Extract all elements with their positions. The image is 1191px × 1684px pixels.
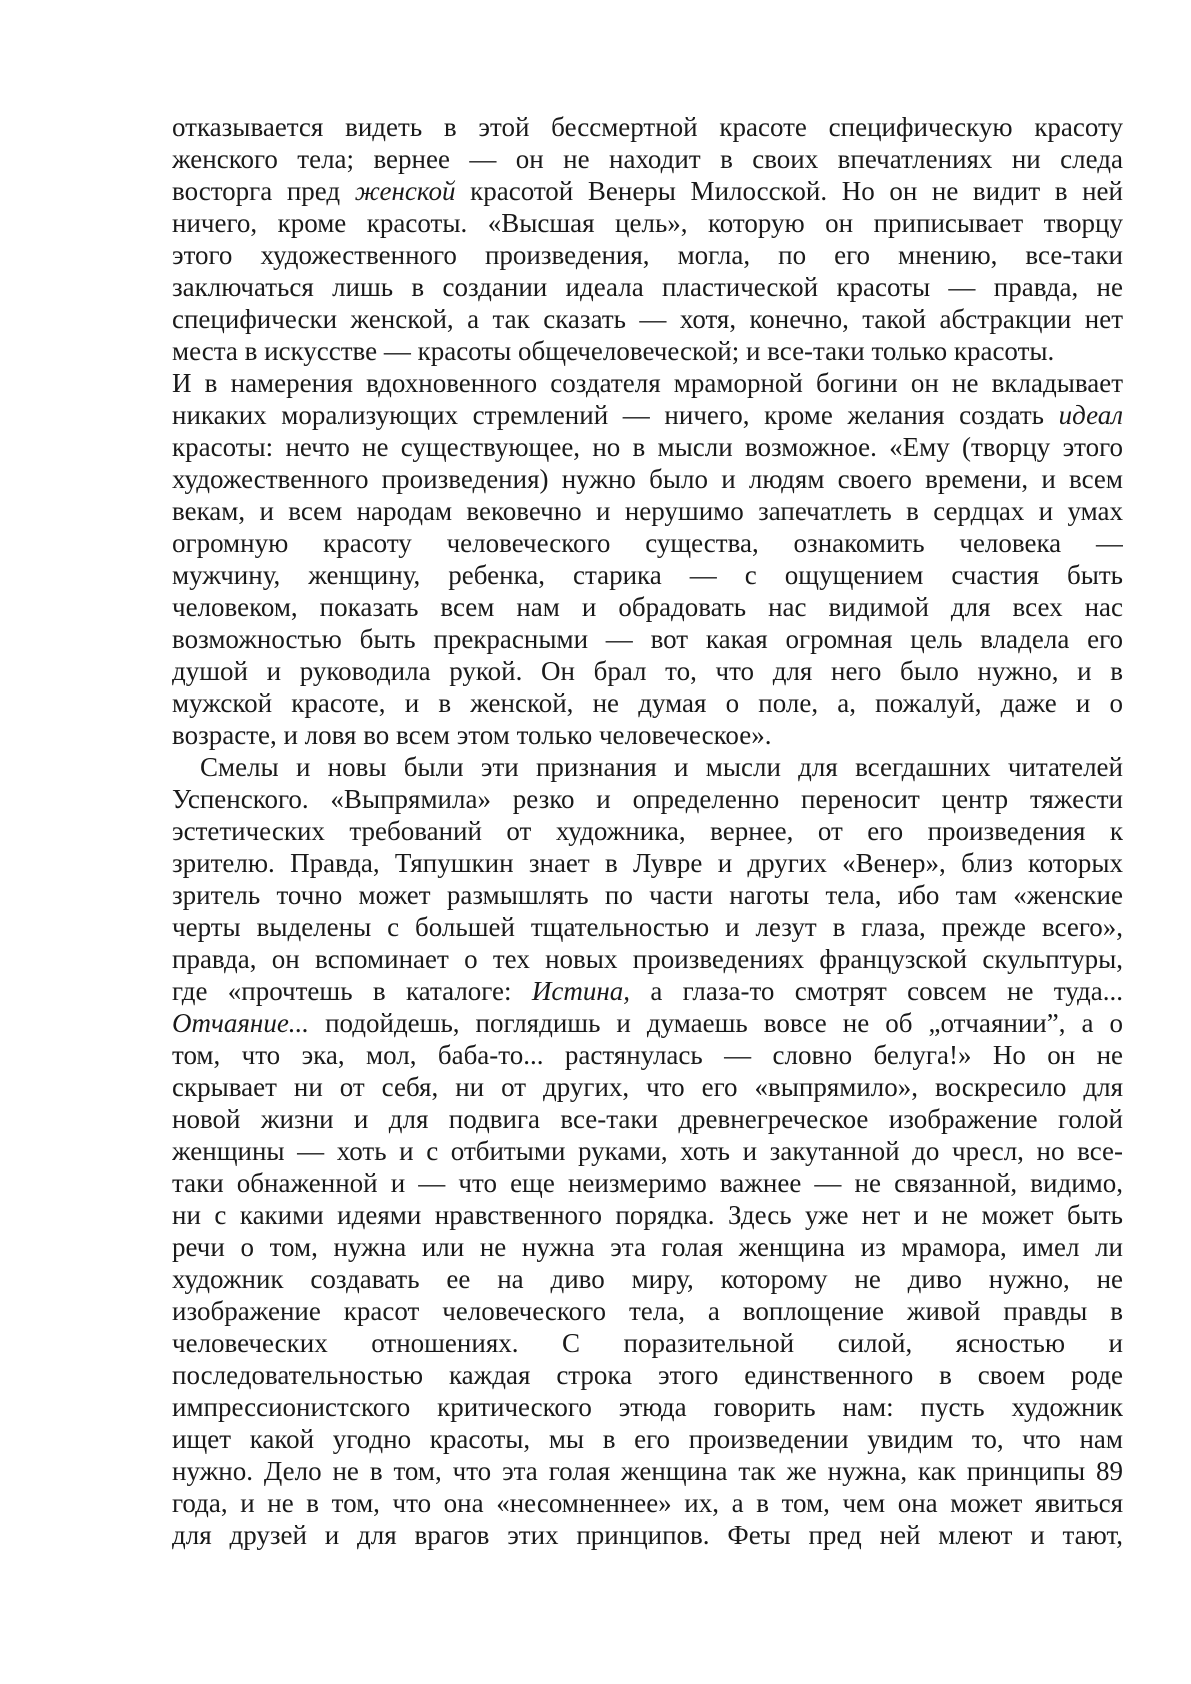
text-line: эстетических требований от художника, вернее, от его произведения к [172, 816, 1123, 846]
text-line [172, 1007, 1123, 1039]
text-line: том, что эка, мол, баба-то... растянулась — словно белуга!» Но он не [172, 1040, 1123, 1070]
text-line: женского тела; вернее — он не находит в своих впечатлениях ни следа [172, 144, 1123, 174]
text-fragment: подойдешь, поглядишь и думаешь вовсе не об „отчаянии”, а о [309, 1008, 1123, 1038]
text-line: скрывает ни от себя, ни от других, что его «выпрямило», воскресило для [172, 1072, 1123, 1102]
text-line: заключаться лишь в создании идеала пластической красоты — правда, не [172, 272, 1123, 302]
text-line: векам, и всем народам вековечно и нерушимо запечатлеть в сердцах и умах [172, 496, 1123, 526]
text-line: ни с какими идеями нравственного порядка. Здесь уже нет и не может быть [172, 1200, 1123, 1230]
text-line: отказывается видеть в этой бессмертной красоте специфическую красоту [172, 112, 1123, 142]
paragraph-2 [172, 751, 1123, 1551]
text-line: художественного произведения) нужно было и людям своего времени, и всем [172, 464, 1123, 494]
text-line: ищет какой угодно красоты, мы в его произведении увидим то, что нам [172, 1424, 1123, 1454]
text-fragment: восторга пред [172, 176, 355, 206]
text-line [172, 975, 1123, 1007]
text-line: ничего, кроме красоты. «Высшая цель», которую он приписывает творцу [172, 208, 1123, 238]
text-line: зритель точно может размышлять по части наготы тела, ибо там «женские [172, 880, 1123, 910]
text-line: новой жизни и для подвига все-таки древнегреческое изображение голой [172, 1104, 1123, 1134]
text-line: нужно. Дело не в том, что эта голая женщина так же нужна, как принципы 89 [172, 1456, 1123, 1486]
paragraph-1 [172, 111, 1123, 751]
text-line: мужской красоте, и в женской, не думая о поле, а, пожалуй, даже и о [172, 688, 1123, 718]
text-line [172, 175, 1123, 207]
text-line: года, и не в том, что она «несомненнее» их, а в том, чем она может явиться [172, 1488, 1123, 1518]
text-line: Смелы и новы были эти признания и мысли для всегдашних читателей [200, 752, 1123, 782]
text-line: Успенского. «Выпрямила» резко и определенно переносит центр тяжести [172, 784, 1123, 814]
text-line: зрителю. Правда, Тяпушкин знает в Лувре и других «Венер», близ которых [172, 848, 1123, 878]
text-line: возрасте, и ловя во всем этом только человеческое». [172, 720, 772, 750]
text-line: женщины — хоть и с отбитыми руками, хоть и закутанной до чресл, но все- [172, 1136, 1123, 1166]
emphasis-text: идеал [1058, 400, 1123, 430]
text-line: места в искусстве — красоты общечеловеческой; и все-таки только красоты. [172, 336, 1055, 366]
text-line: душой и руководила рукой. Он брал то, что для него было нужно, и в [172, 656, 1123, 686]
text-line: человеческих отношениях. С поразительной силой, ясностью и [172, 1328, 1123, 1358]
text-fragment: а глаза-то смотрят совсем не туда... [629, 976, 1123, 1006]
text-line: правда, он вспоминает о тех новых произведениях французской скульптуры, [172, 944, 1123, 974]
emphasis-text: Истина, [531, 976, 630, 1006]
text-line: речи о том, нужна или не нужна эта голая женщина из мрамора, имел ли [172, 1232, 1123, 1262]
text-fragment: никаких морализующих стремлений — ничего, кроме желания создать [172, 400, 1059, 430]
text-line: черты выделены с большей тщательностью и лезут в глаза, прежде всего», [172, 912, 1123, 942]
text-line: мужчину, женщину, ребенка, старика — с ощущением счастия быть [172, 560, 1123, 590]
emphasis-text: женской [354, 176, 456, 206]
document-page [172, 111, 1123, 1551]
text-line: огромную красоту человеческого существа, ознакомить человека — [172, 528, 1123, 558]
text-line: этого художественного произведения, могла, по его мнению, все-таки [172, 240, 1123, 270]
text-line: красоты: нечто не существующее, но в мысли возможное. «Ему (творцу этого [172, 432, 1123, 462]
text-line: возможностью быть прекрасными — вот какая огромная цель владела его [172, 624, 1123, 654]
text-line: последовательностью каждая строка этого единственного в своем роде [172, 1360, 1123, 1390]
text-line: таки обнаженной и — что еще неизмеримо важнее — не связанной, видимо, [172, 1168, 1123, 1198]
text-line: специфически женской, а так сказать — хотя, конечно, такой абстракции нет [172, 304, 1123, 334]
text-line: И в намерения вдохновенного создателя мраморной богини он не вкладывает [172, 368, 1123, 398]
text-line [172, 399, 1123, 431]
text-line: для друзей и для врагов этих принципов. Феты пред ней млеют и тают, [172, 1520, 1123, 1550]
text-line: импрессионистского критического этюда говорить нам: пусть художник [172, 1392, 1123, 1422]
emphasis-text: Отчаяние... [172, 1008, 310, 1038]
text-line: изображение красот человеческого тела, а воплощение живой правды в [172, 1296, 1123, 1326]
text-line: художник создавать ее на диво миру, которому не диво нужно, не [172, 1264, 1123, 1294]
text-fragment: где «прочтешь в каталоге: [172, 976, 532, 1006]
text-line: человеком, показать всем нам и обрадовать нас видимой для всех нас [172, 592, 1123, 622]
text-fragment: красотой Венеры Милосской. Но он не видит в ней [455, 176, 1123, 206]
